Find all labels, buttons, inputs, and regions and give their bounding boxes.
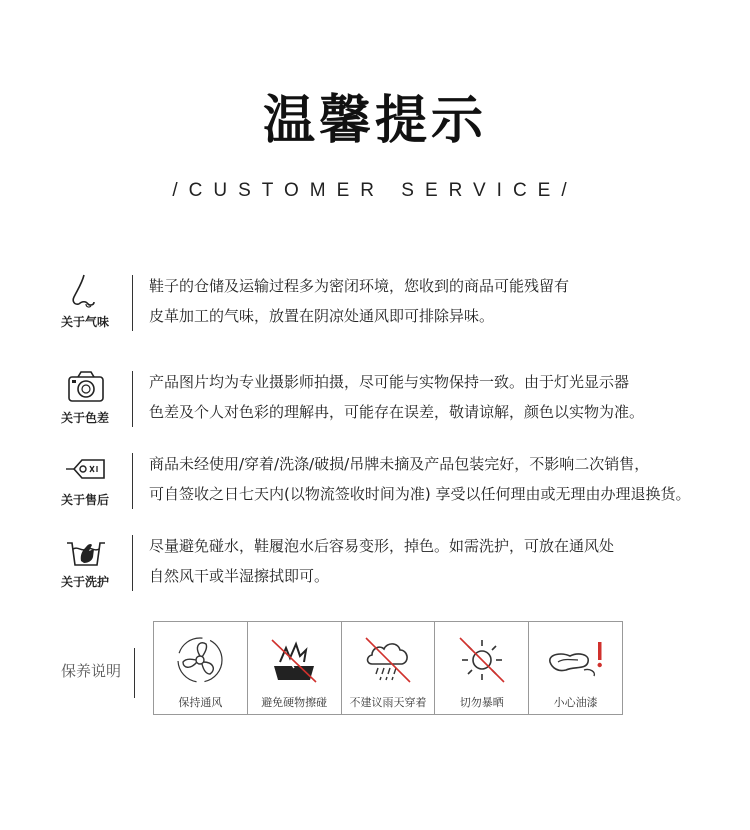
text-line: 可自签收之日七天内(以物流签收时间为准) 享受以任何理由或无理由办理退换货。 <box>149 485 691 503</box>
section-label: 关于洗护 <box>60 575 109 589</box>
care-item-label: 切勿暴晒 <box>459 696 504 709</box>
care-item-no-rain <box>342 622 436 714</box>
text-line: 色差及个人对色彩的理解冉，可能存在误差，敬请谅解，颜色以实物为准。 <box>149 403 645 421</box>
camera-icon <box>64 367 108 407</box>
section-divider <box>132 371 133 427</box>
section-text <box>149 449 749 509</box>
wash-icon <box>64 531 108 571</box>
care-item-label: 不建议雨天穿着 <box>349 696 427 709</box>
care-item-no-hard-object <box>248 622 342 714</box>
section-text <box>149 531 749 591</box>
section-after-sales <box>0 449 750 519</box>
care-item-label: 保持通风 <box>178 696 223 709</box>
section-color <box>0 367 750 437</box>
page-subtitle: /CUSTOMER SERVICE/ <box>172 180 578 201</box>
no-hard-object-icon <box>266 632 322 688</box>
care-divider <box>134 648 135 698</box>
section-divider <box>132 453 133 509</box>
nose-icon <box>64 271 108 311</box>
section-text <box>149 271 749 331</box>
care-item-no-sun <box>435 622 529 714</box>
section-divider <box>132 535 133 591</box>
text-line: 皮革加工的气味，放置在阴凉处通风即可排除异味。 <box>149 307 495 325</box>
care-item-label: 避免硬物擦碰 <box>261 696 328 709</box>
section-text <box>149 367 749 427</box>
care-table <box>153 621 623 715</box>
care-item-oil-stain <box>529 622 622 714</box>
section-label: 关于气味 <box>60 315 109 329</box>
no-rain-icon <box>360 632 416 688</box>
text-line: 产品图片均为专业摄影师拍摄，尽可能与实物保持一致。由于灯光显示器 <box>149 373 630 391</box>
section-divider <box>132 275 133 331</box>
no-sun-icon <box>454 632 510 688</box>
text-line: 商品未经使用/穿着/洗涤/破损/吊牌未摘及产品包装完好，不影响二次销售， <box>149 455 650 473</box>
care-label: 保养说明 <box>60 662 121 680</box>
section-label: 关于色差 <box>60 411 109 425</box>
care-item-ventilation <box>154 622 248 714</box>
text-line: 尽量避免碰水，鞋履泡水后容易变形，掉色。如需洗护，可放在通风处 <box>149 537 615 555</box>
page-title: 温馨提示 <box>262 91 487 151</box>
care-item-label: 小心油漆 <box>553 696 598 709</box>
text-line: 鞋子的仓储及运输过程多为密闭环境，您收到的商品可能残留有 <box>149 277 570 295</box>
section-washing <box>0 531 750 601</box>
fan-icon <box>172 632 228 688</box>
text-line: 自然风干或半湿擦拭即可。 <box>149 567 330 585</box>
oil-stain-icon <box>544 632 608 688</box>
section-label: 关于售后 <box>60 493 109 507</box>
section-smell <box>0 271 750 341</box>
tag-icon <box>64 449 108 489</box>
